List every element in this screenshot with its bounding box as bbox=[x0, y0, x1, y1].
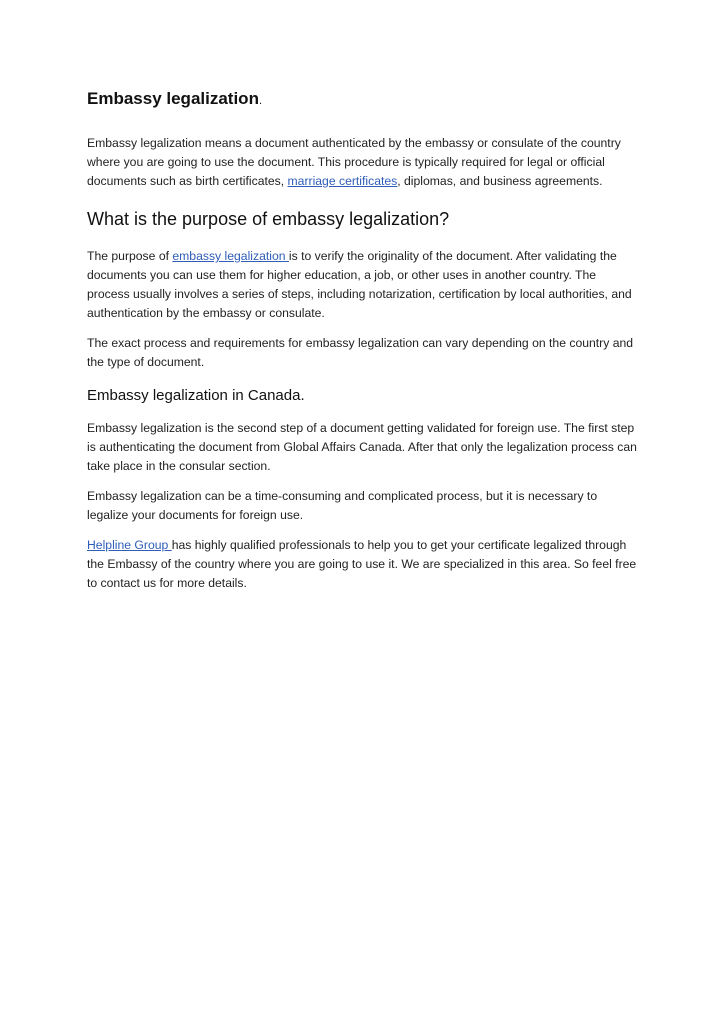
canada-heading: Embassy legalization in Canada. bbox=[87, 387, 305, 404]
page-title bbox=[87, 86, 637, 114]
helpline-paragraph bbox=[87, 536, 637, 593]
intro-paragraph bbox=[87, 134, 637, 191]
intro-text-2: , diplomas, and business agreements. bbox=[397, 174, 603, 188]
embassy-legalization-link[interactable]: embassy legalization bbox=[172, 249, 289, 263]
helpline-text: has highly qualified professionals to help you to get your certificate legalized through the Embassy of the country where you are going to use it. We are specialized in this area. So feel free to contact us for more details. bbox=[87, 538, 637, 590]
purpose-text-1: The purpose of bbox=[87, 249, 173, 263]
page-title-punct: . bbox=[258, 95, 263, 107]
time-consuming-paragraph: Embassy legalization can be a time-consuming and complicated process, but it is necessary to legalize your documents for foreign use. bbox=[87, 489, 598, 522]
purpose-heading: What is the purpose of embassy legalization? bbox=[87, 209, 450, 229]
process-paragraph: The exact process and requirements for embassy legalization can vary depending on the country and the type of document. bbox=[87, 336, 634, 369]
document-page bbox=[87, 86, 637, 604]
helpline-group-link[interactable]: Helpline Group bbox=[87, 538, 172, 552]
intro-text-1: Embassy legalization means a document authenticated by the embassy or consulate of the country where you are going to use the document. This procedure is typically required for legal or official documents such as birth certificates, bbox=[87, 136, 621, 188]
purpose-paragraph bbox=[87, 247, 637, 323]
canada-paragraph: Embassy legalization is the second step of a document getting validated for foreign use. The first step is authenticating the document from Global Affairs Canada. After that only the legalization process can take place in the consular section. bbox=[87, 421, 637, 473]
marriage-certificates-link[interactable]: marriage certificates bbox=[287, 174, 398, 188]
page-title-text: Embassy legalization bbox=[87, 89, 259, 108]
purpose-text-2: is to verify the originality of the document. After validating the documents you can use them for higher education, a job, or other uses in another country. The process usually involves a series of steps, including notarization, certification by local authorities, and authentication by the embassy or consulate. bbox=[87, 249, 632, 320]
